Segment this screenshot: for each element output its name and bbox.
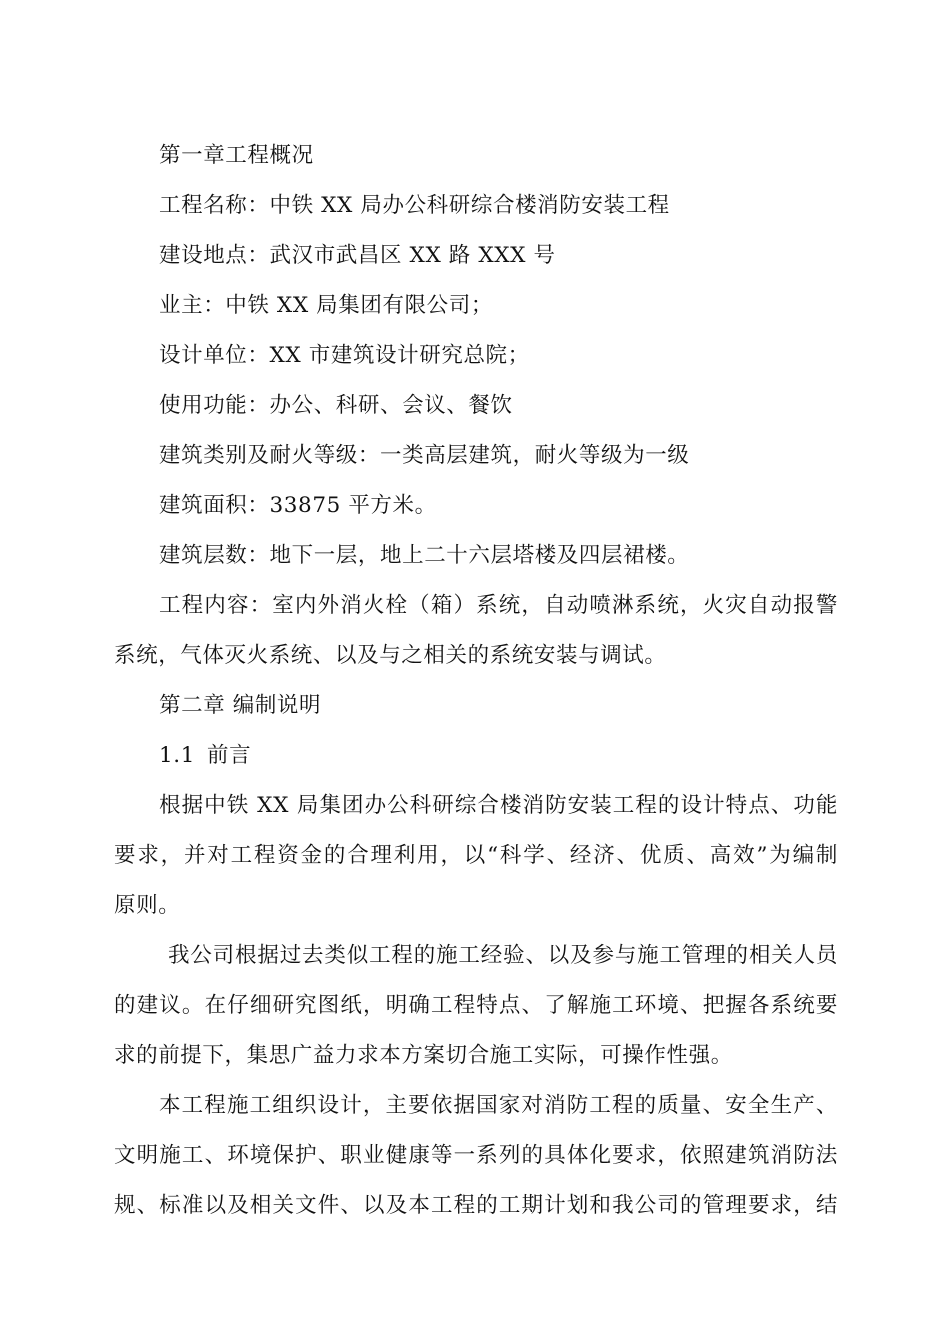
building-area: 建筑面积：33875 平方米。 xyxy=(159,493,437,518)
chapter-2-title: 第二章 编制说明 xyxy=(159,693,322,718)
section-title: 前言 xyxy=(207,743,252,768)
paragraph-3-line-2: 文明施工、环境保护、职业健康等一系列的具体化要求，依照建筑消防法 xyxy=(114,1143,838,1168)
design-unit: 设计单位：XX 市建筑设计研究总院； xyxy=(159,343,530,368)
paragraph-1-line-1: 根据中铁 XX 局集团办公科研综合楼消防安装工程的设计特点、功能 xyxy=(159,793,838,818)
project-content-line-1: 工程内容：室内外消火栓（箱）系统，自动喷淋系统，火灾自动报警 xyxy=(159,593,838,618)
project-location: 建设地点：武汉市武昌区 XX 路 XXX 号 xyxy=(159,243,556,268)
paragraph-2-line-2: 的建议。在仔细研究图纸，明确工程特点、了解施工环境、把握各系统要 xyxy=(114,993,838,1018)
building-floors: 建筑层数：地下一层，地上二十六层塔楼及四层裙楼。 xyxy=(159,543,690,568)
project-name: 工程名称：中铁 XX 局办公科研综合楼消防安装工程 xyxy=(159,193,670,218)
section-number: 1.1 xyxy=(159,743,195,768)
project-content-line-2: 系统，气体灭火系统、以及与之相关的系统安装与调试。 xyxy=(114,643,667,668)
paragraph-3-line-3: 规、标准以及相关文件、以及本工程的工期计划和我公司的管理要求，结 xyxy=(114,1193,838,1218)
paragraph-3-line-1: 本工程施工组织设计，主要依据国家对消防工程的质量、安全生产、 xyxy=(159,1093,838,1118)
section-heading xyxy=(159,741,838,771)
chapter-1-title: 第一章工程概况 xyxy=(159,143,314,168)
paragraph-2-line-1: 我公司根据过去类似工程的施工经验、以及参与施工管理的相关人员 xyxy=(168,943,838,968)
project-owner: 业主：中铁 XX 局集团有限公司； xyxy=(159,293,493,318)
paragraph-2-line-3: 求的前提下，集思广益力求本方案切合施工实际，可操作性强。 xyxy=(114,1043,733,1068)
paragraph-1-line-2: 要求，并对工程资金的合理利用，以“科学、经济、优质、高效”为编制 xyxy=(114,843,838,868)
building-category: 建筑类别及耐火等级：一类高层建筑，耐火等级为一级 xyxy=(159,443,690,468)
use-function: 使用功能：办公、科研、会议、餐饮 xyxy=(159,393,513,418)
paragraph-1-line-3: 原则。 xyxy=(114,893,181,918)
